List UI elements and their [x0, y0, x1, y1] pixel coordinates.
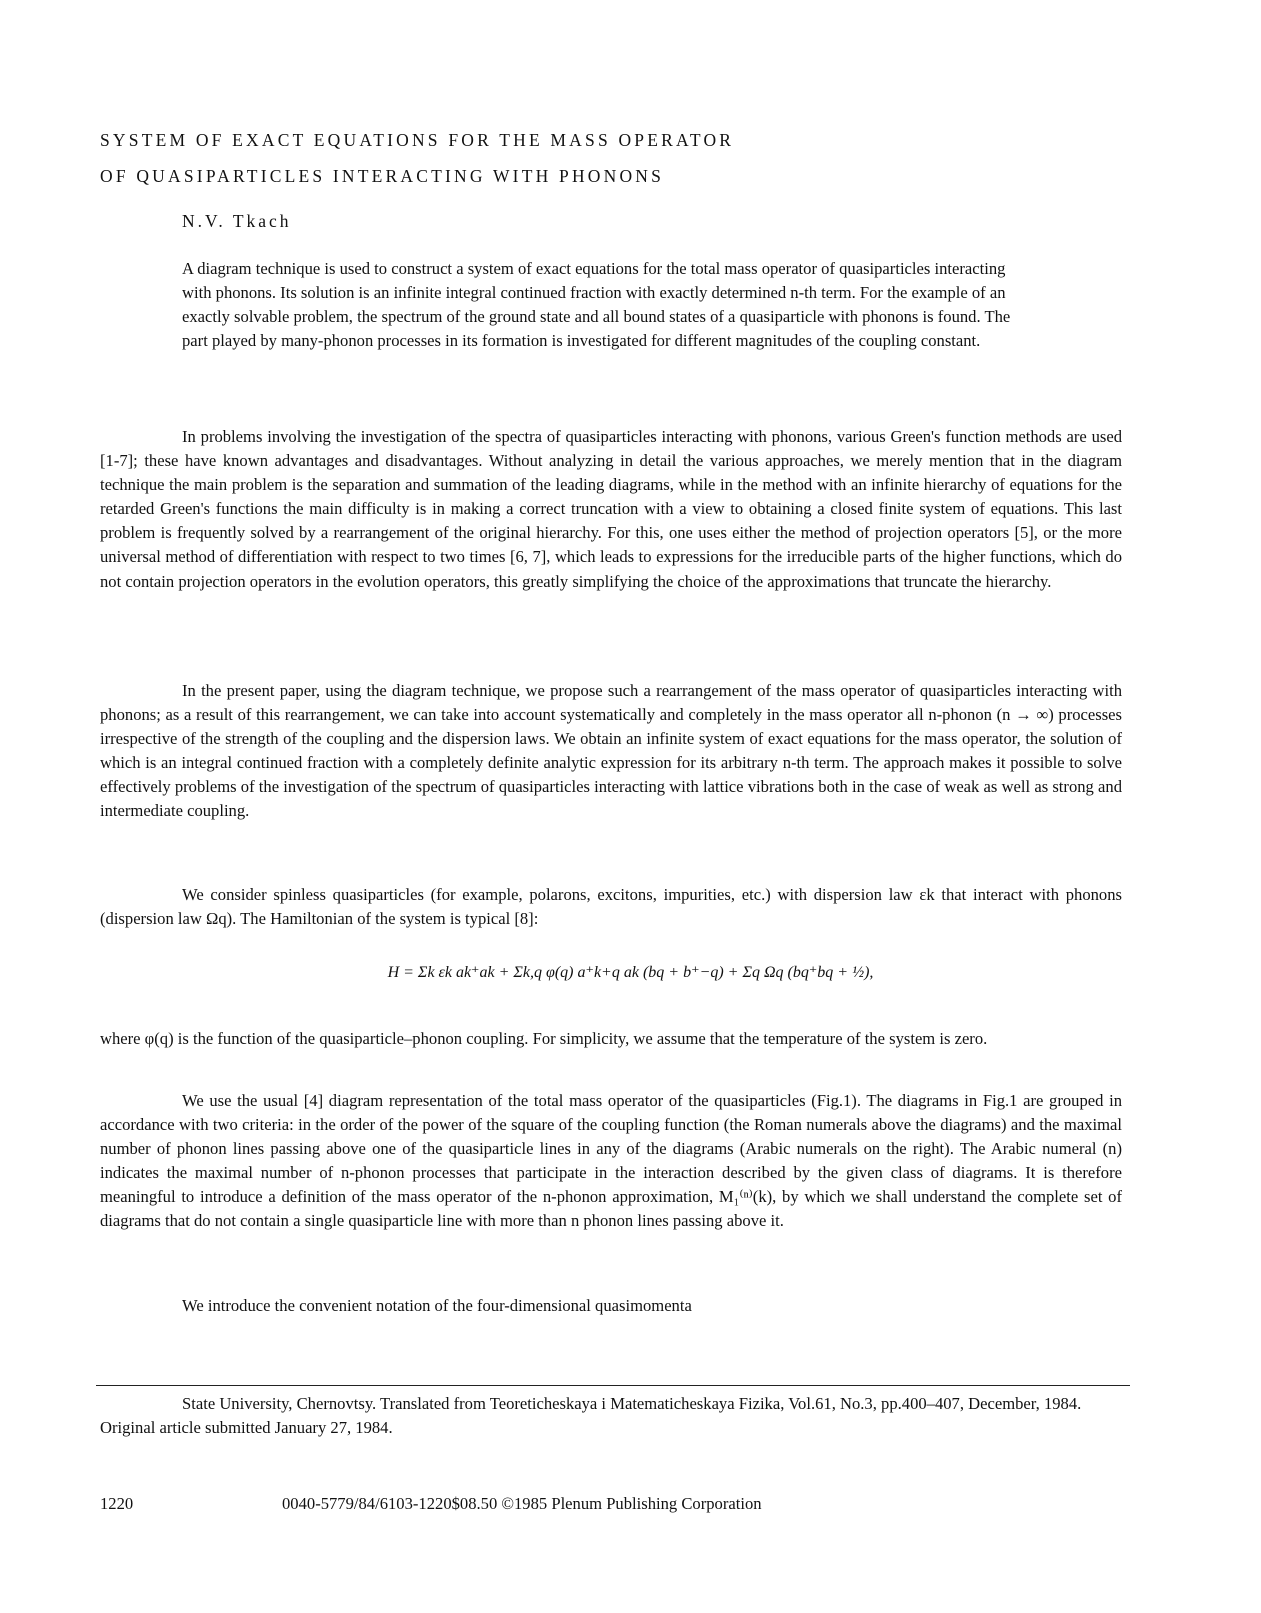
paragraph-4 [100, 1027, 1122, 1051]
title-line-1: SYSTEM OF EXACT EQUATIONS FOR THE MASS OPERATOR [100, 130, 735, 150]
paragraph-6 [100, 1294, 1122, 1318]
paragraph-2 [100, 679, 1122, 824]
footnote-text: State University, Chernovtsy. Translated from Teoreticheskaya i Matematicheskaya Fizika, Vol.61, No.3, pp.400–407, December, 1984. Original article submitted January 27, 1984. [100, 1394, 1082, 1438]
paragraph-1-text: In problems involving the investigation of the spectra of quasiparticles interacting with phonons, various Green's function methods are used [1-7]; these have known advantages and disadvantages. Without analyzing in detail the various approaches, we merely mention that in the diagram technique the main problem is the separation and summation of the leading diagrams, while in the method with an infinite hierarchy of equations for the retarded Green's functions the main difficulty is in making a correct truncation with a view to obtaining a closed finite system of equations. This last problem is frequently solved by a rearrangement of the original hierarchy. For this, one uses either the method of projection operators [5], or the more universal method of differentiation with respect to two times [6, 7], which leads to expressions for the irreducible parts of the higher functions, which do not contain projection operators in the evolution operators, this greatly simplifying the choice of the approximations that truncate the hierarchy. [100, 427, 1122, 591]
hamiltonian-equation: H = Σk εk ak⁺ak + Σk,q φ(q) a⁺k+q ak (bq + b⁺−q) + Σq Ωq (bq⁺bq + ½), [387, 964, 874, 981]
abstract: A diagram technique is used to construct a system of exact equations for the total mass operator of quasiparticles interacting with phonons. Its solution is an infinite integral continued fraction with exactly determined n-th term. For the example of an exactly solvable problem, the spectrum of the ground state and all bound states of a quasiparticle with phonons is found. The part played by many-phonon processes in its formation is investigated for different magnitudes of the coupling constant. [182, 259, 1011, 351]
page-number: 1220 [100, 1494, 134, 1513]
paragraph-2-text: In the present paper, using the diagram technique, we propose such a rearrangement of the mass operator of quasiparticles interacting with phonons; as a result of this rearrangement, we can take into account systematically and completely in the mass operator all n-phonon (n → ∞) processes irrespective of the strength of the coupling and the dispersion laws. We obtain an infinite system of exact equations for the mass operator, the solution of which is an integral continued fraction with a completely definite analytic expression for its arbitrary n-th term. The approach makes it possible to solve effectively problems of the investigation of the spectrum of quasiparticles interacting with lattice vibrations both in the case of weak as well as strong and intermediate coupling. [100, 681, 1122, 821]
footnote [100, 1392, 1122, 1440]
paragraph-1 [100, 425, 1122, 594]
paragraph-4-text: where φ(q) is the function of the quasiparticle–phonon coupling. For simplicity, we assume that the temperature of the system is zero. [100, 1029, 988, 1048]
paragraph-5 [100, 1089, 1122, 1234]
paragraph-5-text: We use the usual [4] diagram representation of the total mass operator of the quasiparticles (Fig.1). The diagrams in Fig.1 are grouped in accordance with two criteria: in the order of the power of the square of the coupling function (the Roman numerals above the diagrams) and the maximal number of phonon lines passing above one of the quasiparticle lines in any of the diagrams (Arabic numerals on the right). The Arabic numeral (n) indicates the maximal number of n-phonon processes that participate in the interaction described by the given class of diagrams. It is therefore meaningful to introduce a definition of the mass operator of the n-phonon approximation, M₁⁽ⁿ⁾(k), by which we shall understand the complete set of diagrams that do not contain a single quasiparticle line with more than n phonon lines passing above it. [100, 1091, 1122, 1231]
footnote-divider [96, 1385, 1130, 1386]
title-line-2: OF QUASIPARTICLES INTERACTING WITH PHONONS [100, 166, 665, 186]
author: N.V. Tkach [182, 211, 292, 231]
paragraph-3 [100, 883, 1122, 931]
paragraph-6-text: We introduce the convenient notation of the four-dimensional quasimomenta [182, 1296, 692, 1315]
paragraph-3-text: We consider spinless quasiparticles (for example, polarons, excitons, impurities, etc.) with dispersion law εk that interact with phonons (dispersion law Ωq). The Hamiltonian of the system is typical [8]: [100, 885, 1122, 929]
publisher-line: 0040-5779/84/6103-1220$08.50 ©1985 Plenum Publishing Corporation [282, 1494, 762, 1513]
